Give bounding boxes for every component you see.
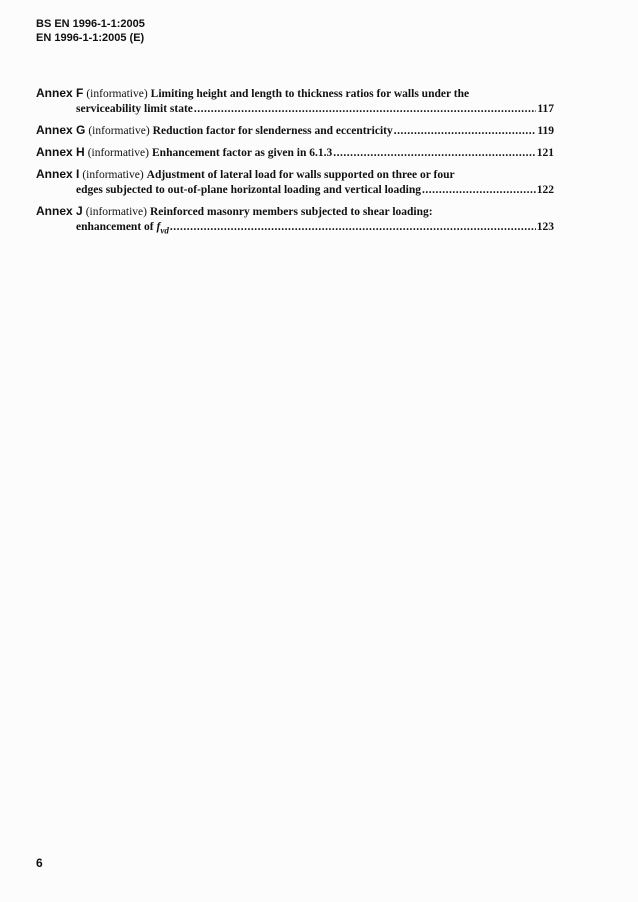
page-reference: 122 [536, 184, 554, 196]
annex-label: Annex I [36, 167, 80, 181]
symbol-subscript: vd [160, 225, 169, 236]
annex-title-continued: edges subjected to out-of-plane horizontal loading and vertical loading [76, 184, 422, 196]
dot-leader [333, 146, 535, 161]
symbol-fvd [154, 220, 169, 238]
annex-title: Enhancement factor as given in 6.1.3 [152, 147, 333, 159]
annex-label: Annex H [36, 145, 85, 159]
annex-label: Annex J [36, 204, 83, 218]
annex-type: (informative) [87, 147, 149, 159]
toc-entry-annex-h[interactable] [36, 145, 554, 161]
annex-type: (informative) [86, 88, 148, 100]
page-reference: 117 [537, 103, 554, 115]
annex-title: Reduction factor for slenderness and eccentricity [152, 125, 393, 137]
toc-entry-annex-j[interactable] [36, 204, 554, 238]
annex-title: Reinforced masonry members subjected to shear loading: [150, 206, 433, 218]
dot-leader [194, 102, 536, 117]
dot-leader [422, 183, 536, 198]
annex-type: (informative) [85, 206, 147, 218]
toc-entry-annex-f[interactable] [36, 86, 554, 117]
annex-title: Adjustment of lateral load for walls supported on three or four [146, 169, 455, 181]
page-reference: 121 [536, 147, 554, 159]
annex-type: (informative) [82, 169, 144, 181]
page-reference: 119 [537, 125, 554, 137]
annex-label: Annex F [36, 86, 84, 100]
symbol-letter: f [156, 221, 161, 233]
toc-entry-annex-i[interactable] [36, 167, 554, 198]
standard-number: BS EN 1996-1-1:2005 [36, 18, 145, 30]
dot-leader [394, 124, 537, 139]
annex-title-continued: enhancement of [76, 221, 154, 233]
page-number: 6 [36, 856, 43, 870]
annex-title-continued: serviceability limit state [76, 103, 193, 115]
annex-label: Annex G [36, 123, 86, 137]
page-reference: 123 [536, 221, 554, 233]
table-of-contents [36, 86, 554, 244]
page-header [36, 17, 145, 45]
annex-type: (informative) [88, 125, 150, 137]
standard-number-en: EN 1996-1-1:2005 (E) [36, 32, 145, 44]
annex-title: Limiting height and length to thickness ratios for walls under the [150, 88, 470, 100]
toc-entry-annex-g[interactable] [36, 123, 554, 139]
dot-leader [170, 220, 536, 235]
